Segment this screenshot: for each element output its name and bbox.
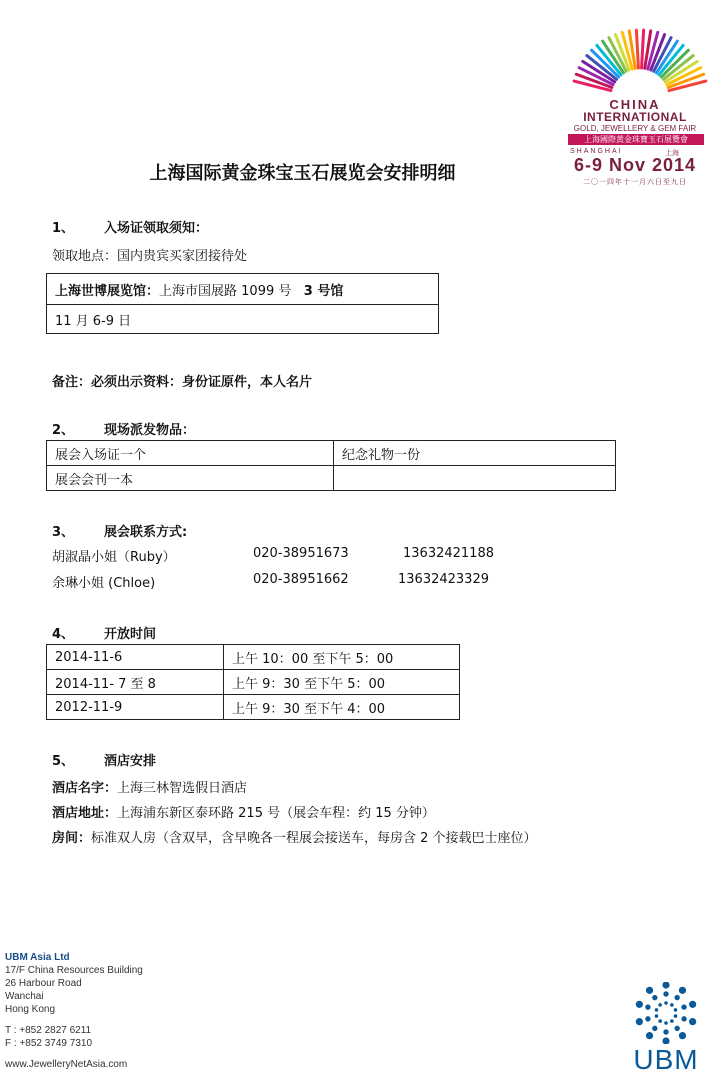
section-3-heading: [52, 521, 187, 540]
note-label: 备注：: [52, 375, 92, 390]
footer-web: www.JewelleryNetAsia.com: [5, 1059, 128, 1070]
table-row: [47, 670, 460, 695]
contact-tel: 020-38951673: [253, 546, 349, 561]
hotel-name-label: 酒店名字：: [52, 781, 118, 796]
ubm-dots-icon: [624, 982, 708, 1044]
hours-time: 上午 10：00 至下午 5：00: [224, 645, 460, 670]
hotel-name-value: 上海三林智选假日酒店: [117, 781, 248, 796]
item-cell: 展会会刊一本: [47, 466, 334, 491]
logo-dates: 6-9 Nov 2014: [573, 155, 697, 175]
hours-time: 上午 9：30 至下午 5：00: [224, 670, 460, 695]
section-number: 2、: [52, 423, 75, 438]
page-title: 上海国际黄金珠宝玉石展览会安排明细: [149, 163, 456, 184]
venue-table: [46, 273, 439, 334]
table-row: [47, 645, 460, 670]
contact-name: 胡淑晶小姐（Ruby）: [52, 550, 176, 565]
section-number: 5、: [52, 754, 75, 769]
section-1-heading: [52, 217, 208, 236]
section-title: 开放时间: [104, 627, 157, 642]
section-5-heading: [52, 750, 156, 769]
footer-line: 17/F China Resources Building: [5, 965, 143, 976]
logo-subtitle: GOLD, JEWELLERY & GEM FAIR: [573, 124, 697, 133]
section-number: 1、: [52, 221, 75, 236]
contact-mobile: 13632423329: [398, 572, 489, 587]
room-info: [52, 827, 537, 846]
footer-line: Hong Kong: [5, 1004, 56, 1015]
hotel-address-label: 酒店地址：: [52, 806, 118, 821]
footer-tel: T : +852 2827 6211: [5, 1025, 92, 1036]
hours-date: 2014-11-6: [47, 645, 224, 670]
item-cell: 纪念礼物一份: [334, 441, 616, 466]
table-row: [47, 305, 439, 334]
item-cell: [334, 466, 616, 491]
logo-chinese-name: 上海國際黃金珠寶玉石展覽會: [568, 134, 704, 145]
fair-logo: [560, 20, 710, 186]
hours-table: [46, 644, 460, 720]
section-title: 入场证领取须知：: [104, 221, 209, 236]
contact-tel: 020-38951662: [253, 572, 349, 587]
section-title: 现场派发物品：: [104, 423, 196, 438]
list-item: [52, 572, 612, 590]
footer-address: [5, 951, 143, 1071]
footer-fax: F : +852 3749 7310: [5, 1038, 93, 1049]
venue-hall: 3 号馆: [303, 283, 344, 299]
venue-cell: [47, 274, 439, 305]
items-table: [46, 440, 616, 491]
item-cell: 展会入场证一个: [47, 441, 334, 466]
room-label: 房间：: [52, 831, 92, 846]
section-number: 3、: [52, 525, 75, 540]
table-row: [47, 274, 439, 305]
room-value: 标准双人房（含双早，含早晚各一程展会接送车，每房含 2 个接载巴士座位）: [91, 831, 537, 846]
logo-china: CHINA: [609, 97, 661, 112]
table-row: [47, 695, 460, 720]
note: [52, 371, 312, 390]
hotel-address-value: 上海浦东新区泰环路 215 号（展会车程：约 15 分钟）: [117, 806, 435, 821]
footer-line: 26 Harbour Road: [5, 978, 82, 989]
fair-logo-burst-icon: [560, 20, 710, 100]
hours-date: 2014-11- 7 至 8: [47, 670, 224, 695]
venue-label: 上海世博展览馆：: [55, 283, 160, 299]
logo-international: INTERNATIONAL: [583, 110, 687, 124]
section-2-heading: [52, 419, 195, 438]
venue-address: 上海市国展路 1099 号: [159, 283, 292, 299]
hours-date: 2012-11-9: [47, 695, 224, 720]
contact-name: 余琳小姐 (Chloe): [52, 576, 156, 591]
hotel-address: [52, 802, 435, 821]
ubm-wordmark: UBM: [633, 1044, 699, 1075]
venue-dates: 11 月 6-9 日: [47, 305, 439, 334]
pickup-location: 领取地点：国内贵宾买家团接待处: [52, 249, 248, 264]
hotel-name: [52, 777, 247, 796]
logo-city: SHANGHAI: [570, 148, 623, 155]
contact-mobile: 13632421188: [403, 546, 494, 561]
logo-city-cn: 上海: [665, 150, 679, 157]
hours-time: 上午 9：30 至下午 4：00: [224, 695, 460, 720]
table-row: [47, 466, 616, 491]
footer-company: UBM Asia Ltd: [5, 952, 70, 963]
section-4-heading: [52, 623, 156, 642]
list-item: [52, 546, 612, 564]
section-title: 展会联系方式:: [104, 525, 188, 540]
logo-dates-cn: 二〇一四年十一月六日至九日: [583, 179, 687, 186]
footer-line: Wanchai: [5, 991, 44, 1002]
section-number: 4、: [52, 627, 75, 642]
note-text: 必须出示资料：身份证原件，本人名片: [91, 375, 313, 390]
table-row: [47, 441, 616, 466]
section-title: 酒店安排: [104, 754, 157, 769]
ubm-logo: [624, 982, 708, 1078]
